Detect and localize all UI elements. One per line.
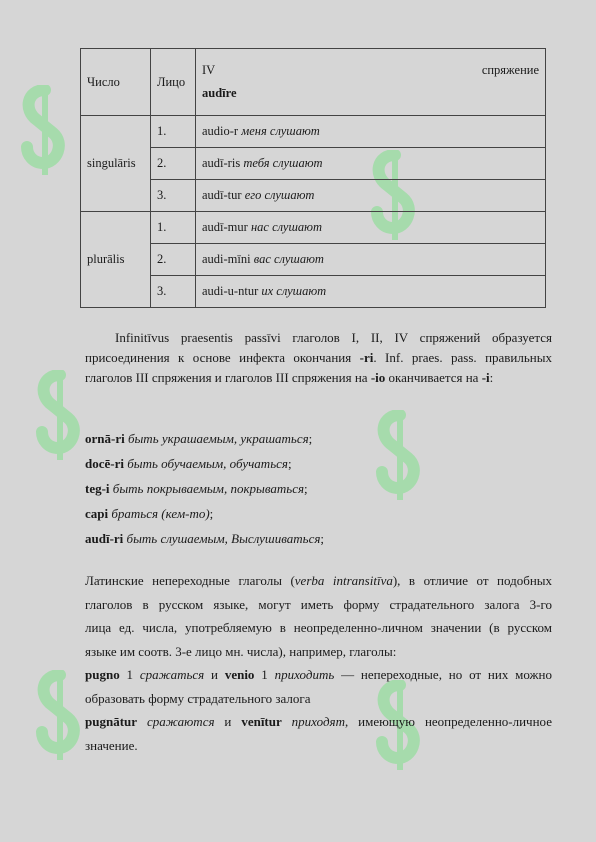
table-row: [81, 244, 546, 276]
paragraph-intransitive: [85, 569, 552, 757]
form-cell: audī-mur нас слушают: [196, 212, 546, 244]
text-line: лица ед. числа, употребляемую в неопределенно-личном значении (в русском: [85, 620, 552, 635]
watermark-logo: [30, 370, 90, 460]
person-cell: 2.: [151, 244, 196, 276]
text-line: Латинские непереходные глаголы (verba intransitīva), в отличие от подобных: [85, 573, 553, 588]
person-cell: 3.: [151, 180, 196, 212]
text-line: языке им соотв. 3-е лицо мн. числа), например, глаголы:: [85, 643, 397, 659]
list-item: capi браться (кем-то);: [85, 506, 214, 521]
number-singular: singulāris: [81, 116, 151, 212]
person-cell: 2.: [151, 148, 196, 180]
text-line: глаголов в русском языке, могут иметь форму страдательного залога 3-го: [85, 596, 552, 612]
list-item: teg-i быть покрываемым, покрываться;: [85, 481, 308, 496]
text-line: pugno 1 сражаться и venio 1 приходить — непереходные, но от них можно: [85, 667, 552, 682]
header-conj-word: спряжение: [481, 63, 539, 77]
list-item: audī-ri быть слушаемым, Выслушиваться;: [85, 531, 325, 546]
header-person: Лицо: [151, 49, 196, 116]
header-conjugation: [196, 49, 546, 116]
paragraph-infinitive: [85, 328, 552, 388]
examples-list: [85, 426, 552, 551]
person-cell: 1.: [151, 116, 196, 148]
table-row: [81, 148, 546, 180]
person-cell: 3.: [151, 276, 196, 308]
text-line: образовать форму страдательного залога: [85, 690, 311, 706]
watermark-logo: [30, 670, 90, 760]
header-verb: audīre: [202, 86, 237, 100]
number-plural: plurālis: [81, 212, 151, 308]
list-item: ornā-ri быть украшаемым, украшаться;: [85, 431, 313, 446]
form-cell: audio-r меня слушают: [196, 116, 546, 148]
table-row: [81, 212, 546, 244]
person-cell: 1.: [151, 212, 196, 244]
text-line: значение.: [85, 737, 138, 753]
conjugation-table: [80, 48, 546, 308]
text-line: pugnātur сражаются и venītur приходят, имеющую неопределенно-личное: [85, 714, 552, 729]
form-cell: audī-tur его слушают: [196, 180, 546, 212]
watermark-logo: [15, 85, 75, 175]
table-row: [81, 180, 546, 212]
text-line: Infinitīvus praesentis passīvi глаголов I, II, IV спряжений образуется: [115, 330, 552, 345]
form-cell: audī-ris тебя слушают: [196, 148, 546, 180]
header-conj-num: IV: [202, 63, 216, 77]
form-cell: audi-u-ntur их слушают: [196, 276, 546, 308]
list-item: docē-ri быть обучаемым, обучаться;: [85, 456, 292, 471]
table-header-row: [81, 49, 546, 116]
table-row: [81, 116, 546, 148]
text-line: присоединения к основе инфекта окончания -ri. Inf. praes. pass. правильных: [85, 350, 552, 365]
table-row: [81, 276, 546, 308]
header-number: Число: [81, 49, 151, 116]
form-cell: audi-mīni вас слушают: [196, 244, 546, 276]
text-line: глаголов III спряжения и глаголов III спряжения на -io оканчивается на -i:: [85, 370, 494, 385]
